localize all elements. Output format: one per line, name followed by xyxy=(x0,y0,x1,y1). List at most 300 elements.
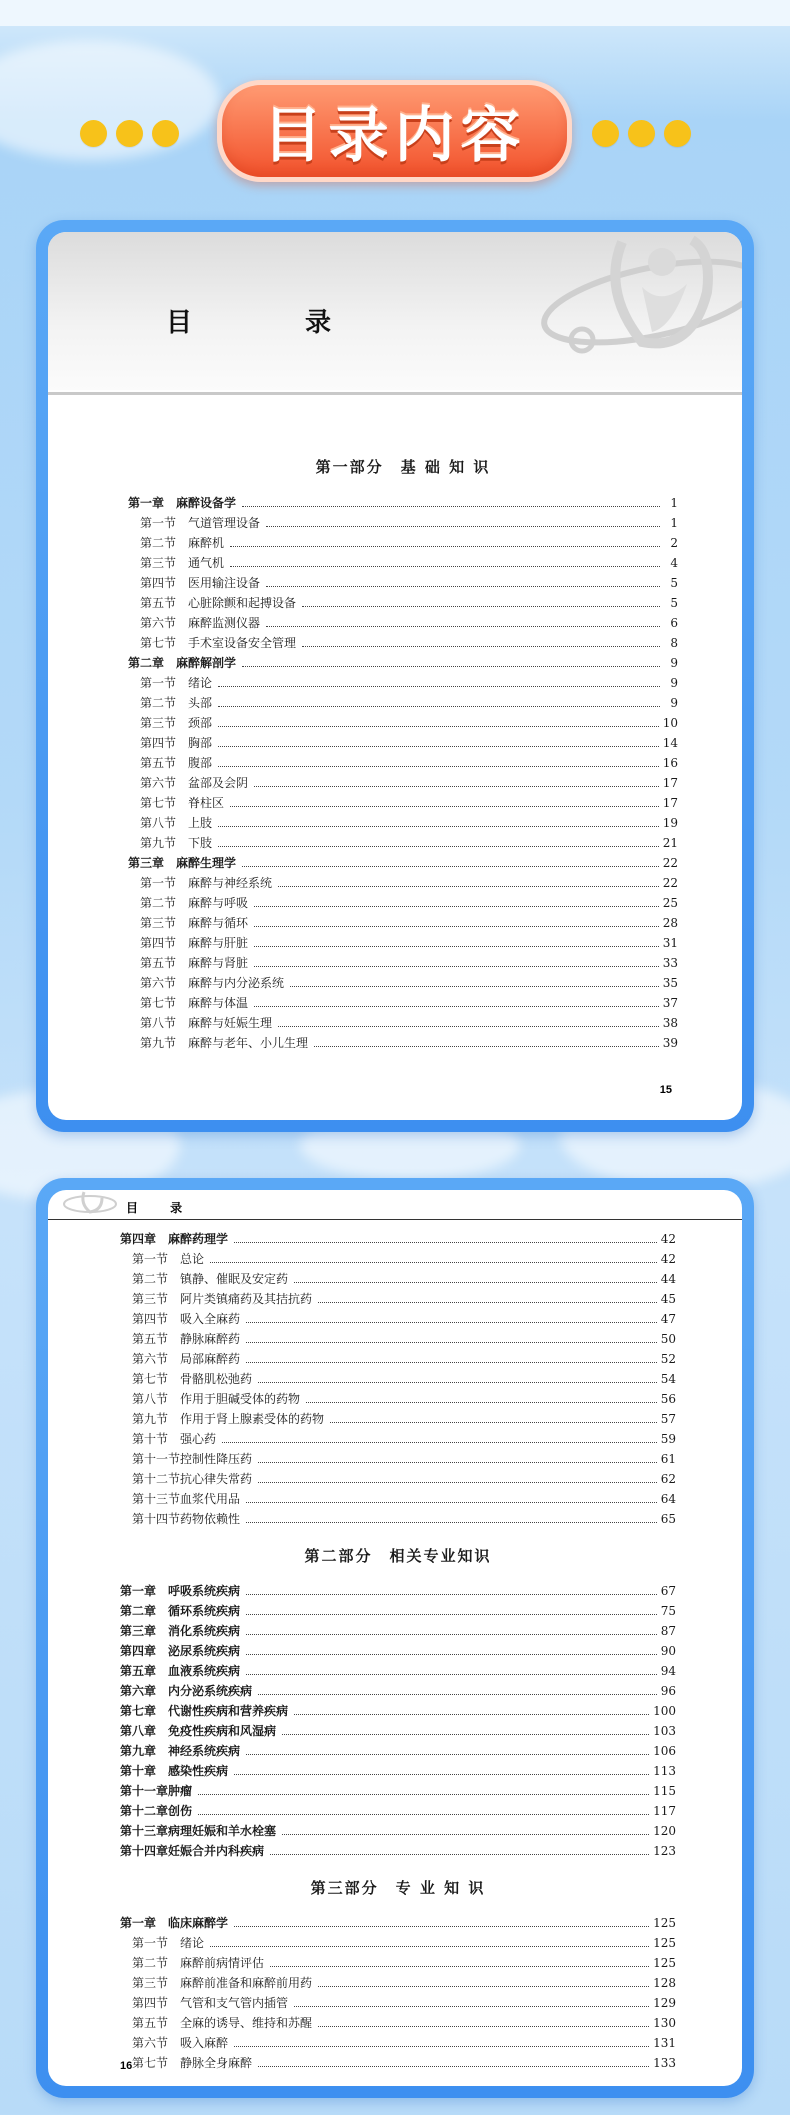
entry-title: 静脉麻醉药 xyxy=(180,1332,241,1346)
toc-section-entry xyxy=(128,814,678,834)
entry-title: 头部 xyxy=(188,696,213,710)
dot-leader xyxy=(198,1814,649,1815)
entry-title: 麻醉与肾脏 xyxy=(188,956,249,970)
entry-page-number: 75 xyxy=(660,1604,676,1618)
toc-section-entry xyxy=(128,874,678,894)
entry-number: 第五章 xyxy=(120,1664,157,1678)
page-15 xyxy=(48,232,742,1120)
dot-leader xyxy=(290,986,659,987)
page-number: 15 xyxy=(659,1084,672,1096)
entry-page-number: 1 xyxy=(670,516,678,530)
toc-chapter-entry xyxy=(120,1682,676,1702)
entry-number: 第十节 xyxy=(132,1432,169,1446)
entry-title: 麻醉设备学 xyxy=(176,496,237,510)
entry-title: 代谢性疾病和营养疾病 xyxy=(168,1704,289,1718)
entry-number: 第九章 xyxy=(120,1744,157,1758)
entry-page-number: 96 xyxy=(660,1684,676,1698)
entry-page-number: 22 xyxy=(662,876,678,890)
toc-section-entry xyxy=(120,1510,676,1530)
entry-page-number: 103 xyxy=(653,1724,676,1738)
entry-page-number: 128 xyxy=(653,1976,676,1990)
dot-leader xyxy=(210,1262,657,1263)
entry-number: 第二节 xyxy=(140,536,177,550)
entry-title: 呼吸系统疾病 xyxy=(168,1584,241,1598)
toc-section-entry xyxy=(128,974,678,994)
dot-leader xyxy=(242,666,660,667)
entry-page-number: 54 xyxy=(660,1372,676,1386)
entry-number: 第二章 xyxy=(120,1604,157,1618)
entry-title: 抗心律失常药 xyxy=(180,1472,253,1486)
part-one-title: 第一部分 基 础 知 识 xyxy=(315,458,491,476)
entry-title: 麻醉解剖学 xyxy=(176,656,237,670)
mini-logo-icon xyxy=(60,1190,120,1218)
dot-leader xyxy=(242,866,659,867)
dot-leader xyxy=(266,526,660,527)
entry-page-number: 94 xyxy=(660,1664,676,1678)
dot-leader xyxy=(234,2046,649,2047)
entry-number: 第十二章 xyxy=(120,1804,169,1818)
entry-page-number: 31 xyxy=(662,936,678,950)
entry-number: 第二节 xyxy=(140,896,177,910)
dot-leader xyxy=(318,1986,649,1987)
toc-section-entry xyxy=(120,1330,676,1350)
entry-page-number: 131 xyxy=(653,2036,676,2050)
entry-title: 麻醉与肝脏 xyxy=(188,936,249,950)
entry-page-number: 33 xyxy=(662,956,678,970)
running-header xyxy=(48,1190,742,1220)
entry-title: 盆部及会阴 xyxy=(188,776,249,790)
entry-page-number: 45 xyxy=(660,1292,676,1306)
entry-title: 局部麻醉药 xyxy=(180,1352,241,1366)
toc-section-entry xyxy=(120,1470,676,1490)
dot-leader xyxy=(222,1442,657,1443)
entry-number: 第六节 xyxy=(140,976,177,990)
entry-title: 麻醉机 xyxy=(188,536,225,550)
entry-page-number: 56 xyxy=(660,1392,676,1406)
toc-section-entry xyxy=(120,1390,676,1410)
dot-leader xyxy=(254,946,659,947)
entry-title: 免疫性疾病和风湿病 xyxy=(168,1724,277,1738)
toc-section-entry xyxy=(128,574,678,594)
toc-chapter-entry xyxy=(128,654,678,674)
toc-list xyxy=(120,1914,676,2074)
entry-page-number: 47 xyxy=(660,1312,676,1326)
toc-chapter-entry xyxy=(120,1914,676,1934)
page-title: 目录内容 xyxy=(262,101,527,171)
toc-section-entry xyxy=(128,794,678,814)
entry-page-number: 52 xyxy=(660,1352,676,1366)
dot-leader xyxy=(218,726,659,727)
dot-leader xyxy=(246,1674,657,1675)
medical-logo-icon xyxy=(502,232,742,390)
dot-leader xyxy=(246,1594,657,1595)
page-16-frame xyxy=(36,1178,754,2098)
entry-page-number: 57 xyxy=(660,1412,676,1426)
entry-number: 第四章 xyxy=(120,1232,157,1246)
entry-page-number: 67 xyxy=(660,1584,676,1598)
toc-section-entry xyxy=(120,2054,676,2074)
entry-title: 麻醉与体温 xyxy=(188,996,249,1010)
dot-leader xyxy=(218,846,659,847)
entry-page-number: 22 xyxy=(662,856,678,870)
entry-title: 麻醉与神经系统 xyxy=(188,876,273,890)
page-number: 16 xyxy=(120,2060,133,2072)
entry-page-number: 9 xyxy=(670,676,678,690)
entry-page-number: 133 xyxy=(653,2056,676,2070)
entry-title: 阿片类镇痛药及其拮抗药 xyxy=(180,1292,313,1306)
dot-leader xyxy=(258,1694,657,1695)
entry-title: 气管和支气管内插管 xyxy=(180,1996,289,2010)
entry-number: 第八节 xyxy=(140,1016,177,1030)
top-strip xyxy=(0,0,790,26)
entry-number: 第十三节 xyxy=(132,1492,181,1506)
dot-leader xyxy=(218,686,660,687)
entry-page-number: 16 xyxy=(662,756,678,770)
entry-number: 第九节 xyxy=(140,836,177,850)
entry-title: 气道管理设备 xyxy=(188,516,261,530)
entry-title: 内分泌系统疾病 xyxy=(168,1684,253,1698)
dot-leader xyxy=(306,1402,657,1403)
dot-leader xyxy=(302,646,660,647)
entry-number: 第六节 xyxy=(140,616,177,630)
entry-title: 麻醉与老年、小儿生理 xyxy=(188,1036,309,1050)
toc-section-entry xyxy=(128,834,678,854)
toc-page-16 xyxy=(120,1230,676,2074)
dot-leader xyxy=(242,506,660,507)
entry-number: 第七节 xyxy=(140,796,177,810)
dot xyxy=(116,120,143,147)
entry-number: 第二章 xyxy=(128,656,165,670)
entry-title: 病理妊娠和羊水栓塞 xyxy=(168,1824,277,1838)
entry-page-number: 115 xyxy=(653,1784,676,1798)
dot-leader xyxy=(270,1966,649,1967)
dot-leader xyxy=(254,906,659,907)
entry-number: 第一节 xyxy=(140,516,177,530)
toc-section-entry xyxy=(120,2034,676,2054)
entry-number: 第十二节 xyxy=(132,1472,181,1486)
toc-section-entry xyxy=(120,1934,676,1954)
entry-title: 腹部 xyxy=(188,756,213,770)
toc-chapter-entry xyxy=(120,1802,676,1822)
entry-number: 第六章 xyxy=(120,1684,157,1698)
dot-leader xyxy=(254,926,659,927)
dot-leader xyxy=(318,1302,657,1303)
toc-list xyxy=(128,494,678,1054)
dot-leader xyxy=(254,786,659,787)
dot-leader xyxy=(258,2066,649,2067)
entry-number: 第四节 xyxy=(132,1996,169,2010)
dot-leader xyxy=(278,886,659,887)
entry-title: 临床麻醉学 xyxy=(168,1916,229,1930)
entry-number: 第十章 xyxy=(120,1764,157,1778)
dot-leader xyxy=(258,1462,657,1463)
toc-chapter-entry xyxy=(120,1722,676,1742)
entry-title: 麻醉与内分泌系统 xyxy=(188,976,285,990)
entry-page-number: 123 xyxy=(653,1844,676,1858)
entry-number: 第九节 xyxy=(140,1036,177,1050)
dot-leader xyxy=(218,746,659,747)
entry-page-number: 125 xyxy=(653,1956,676,1970)
entry-title: 吸入麻醉 xyxy=(180,2036,229,2050)
left-dots-decoration xyxy=(80,120,179,147)
dot xyxy=(592,120,619,147)
entry-title: 通气机 xyxy=(188,556,225,570)
dot-leader xyxy=(230,546,660,547)
dot-leader xyxy=(258,1382,657,1383)
entry-page-number: 62 xyxy=(660,1472,676,1486)
entry-title: 全麻的诱导、维持和苏醒 xyxy=(180,2016,313,2030)
dot-leader xyxy=(234,1926,649,1927)
entry-title: 镇静、催眠及安定药 xyxy=(180,1272,289,1286)
entry-number: 第三章 xyxy=(128,856,165,870)
entry-page-number: 38 xyxy=(662,1016,678,1030)
entry-title: 麻醉监测仪器 xyxy=(188,616,261,630)
dot-leader xyxy=(294,1714,649,1715)
entry-number: 第十四节 xyxy=(132,1512,181,1526)
dot-leader xyxy=(246,1322,657,1323)
toc-section-entry xyxy=(128,1034,678,1054)
entry-page-number: 37 xyxy=(662,996,678,1010)
entry-title: 作用于胆碱受体的药物 xyxy=(180,1392,301,1406)
dot-leader xyxy=(270,1854,649,1855)
entry-number: 第四节 xyxy=(140,936,177,950)
toc-section-entry xyxy=(128,914,678,934)
entry-title: 药物依赖性 xyxy=(180,1512,241,1526)
entry-number: 第八节 xyxy=(140,816,177,830)
entry-page-number: 61 xyxy=(660,1452,676,1466)
entry-page-number: 130 xyxy=(653,2016,676,2030)
toc-section-entry xyxy=(120,1270,676,1290)
entry-title: 医用输注设备 xyxy=(188,576,261,590)
entry-number: 第四节 xyxy=(132,1312,169,1326)
title-banner xyxy=(217,80,572,182)
dot-leader xyxy=(258,1482,657,1483)
entry-title: 麻醉前病情评估 xyxy=(180,1956,265,1970)
entry-page-number: 8 xyxy=(670,636,678,650)
entry-title: 上肢 xyxy=(188,816,213,830)
toc-section-entry xyxy=(128,514,678,534)
dot-leader xyxy=(230,566,660,567)
entry-page-number: 10 xyxy=(662,716,678,730)
entry-title: 作用于肾上腺素受体的药物 xyxy=(180,1412,325,1426)
entry-title: 麻醉前准备和麻醉前用药 xyxy=(180,1976,313,1990)
toc-section-entry xyxy=(120,1994,676,2014)
dot-leader xyxy=(246,1634,657,1635)
dot-leader xyxy=(246,1754,649,1755)
entry-number: 第五节 xyxy=(140,956,177,970)
dot-leader xyxy=(294,1282,657,1283)
entry-title: 麻醉与呼吸 xyxy=(188,896,249,910)
entry-page-number: 17 xyxy=(662,776,678,790)
entry-title: 绪论 xyxy=(180,1936,205,1950)
entry-number: 第三节 xyxy=(132,1292,169,1306)
entry-title: 血浆代用品 xyxy=(180,1492,241,1506)
entry-number: 第十三章 xyxy=(120,1824,169,1838)
entry-number: 第二节 xyxy=(132,1272,169,1286)
entry-page-number: 59 xyxy=(660,1432,676,1446)
entry-number: 第七节 xyxy=(140,636,177,650)
dot xyxy=(80,120,107,147)
entry-title: 下肢 xyxy=(188,836,213,850)
dot-leader xyxy=(234,1242,657,1243)
dot xyxy=(628,120,655,147)
entry-title: 创伤 xyxy=(168,1804,193,1818)
toc-chapter-entry xyxy=(120,1742,676,1762)
entry-number: 第三节 xyxy=(140,916,177,930)
entry-title: 感染性疾病 xyxy=(168,1764,229,1778)
part-three-title: 第三部分 专 业 知 识 xyxy=(310,1879,486,1897)
entry-number: 第二节 xyxy=(132,1956,169,1970)
toc-section-entry xyxy=(120,1410,676,1430)
entry-page-number: 65 xyxy=(660,1512,676,1526)
toc-section-entry xyxy=(128,694,678,714)
entry-title: 泌尿系统疾病 xyxy=(168,1644,241,1658)
toc-chapter-entry xyxy=(120,1842,676,1862)
entry-title: 胸部 xyxy=(188,736,213,750)
entry-title: 手术室设备安全管理 xyxy=(188,636,297,650)
entry-page-number: 129 xyxy=(653,1996,676,2010)
dot-leader xyxy=(330,1422,657,1423)
entry-title: 心脏除颤和起搏设备 xyxy=(188,596,297,610)
toc-section-entry xyxy=(128,954,678,974)
dot-leader xyxy=(230,806,659,807)
entry-number: 第五节 xyxy=(140,756,177,770)
toc-section-entry xyxy=(120,1310,676,1330)
entry-page-number: 39 xyxy=(662,1036,678,1050)
header xyxy=(0,0,790,225)
dot xyxy=(664,120,691,147)
toc-chapter-entry xyxy=(128,854,678,874)
entry-number: 第六节 xyxy=(140,776,177,790)
dot-leader xyxy=(282,1834,649,1835)
toc-section-entry xyxy=(128,634,678,654)
entry-page-number: 6 xyxy=(670,616,678,630)
entry-title: 麻醉与循环 xyxy=(188,916,249,930)
entry-title: 绪论 xyxy=(188,676,213,690)
dot-leader xyxy=(314,1046,659,1047)
toc-chapter-entry xyxy=(120,1230,676,1250)
entry-page-number: 64 xyxy=(660,1492,676,1506)
toc-chapter-entry xyxy=(120,1762,676,1782)
dot-leader xyxy=(294,2006,649,2007)
toc-chapter-entry xyxy=(120,1582,676,1602)
entry-page-number: 9 xyxy=(670,656,678,670)
entry-page-number: 100 xyxy=(653,1704,676,1718)
entry-number: 第七节 xyxy=(132,1372,169,1386)
entry-page-number: 28 xyxy=(662,916,678,930)
dot-leader xyxy=(278,1026,659,1027)
entry-title: 消化系统疾病 xyxy=(168,1624,241,1638)
toc-section-entry xyxy=(128,614,678,634)
heading-rule xyxy=(48,392,742,395)
dot-leader xyxy=(282,1734,649,1735)
dot-leader xyxy=(246,1522,657,1523)
entry-number: 第一节 xyxy=(132,1936,169,1950)
entry-number: 第十四章 xyxy=(120,1844,169,1858)
dot-leader xyxy=(218,766,659,767)
entry-number: 第三节 xyxy=(140,556,177,570)
right-dots-decoration xyxy=(592,120,691,147)
toc-section-entry xyxy=(128,674,678,694)
entry-number: 第四节 xyxy=(140,736,177,750)
dot-leader xyxy=(210,1946,649,1947)
dot-leader xyxy=(266,626,660,627)
toc-section-entry xyxy=(128,554,678,574)
entry-page-number: 25 xyxy=(662,896,678,910)
entry-title: 肿瘤 xyxy=(168,1784,193,1798)
entry-title: 总论 xyxy=(180,1252,205,1266)
dot-leader xyxy=(246,1502,657,1503)
dot-leader xyxy=(218,706,660,707)
toc-section-entry xyxy=(120,1490,676,1510)
toc-section-entry xyxy=(120,1430,676,1450)
entry-number: 第五节 xyxy=(132,1332,169,1346)
dot-leader xyxy=(302,606,660,607)
toc-section-entry xyxy=(120,1370,676,1390)
entry-page-number: 35 xyxy=(662,976,678,990)
dot-leader xyxy=(246,1614,657,1615)
toc-section-entry xyxy=(120,1974,676,1994)
entry-title: 神经系统疾病 xyxy=(168,1744,241,1758)
entry-page-number: 9 xyxy=(670,696,678,710)
entry-title: 妊娠合并内科疾病 xyxy=(168,1844,265,1858)
toc-section-entry xyxy=(120,1250,676,1270)
toc-chapter-entry xyxy=(120,1662,676,1682)
toc-section-entry xyxy=(128,774,678,794)
entry-number: 第四章 xyxy=(120,1644,157,1658)
entry-number: 第七节 xyxy=(132,2056,169,2070)
entry-title: 吸入全麻药 xyxy=(180,1312,241,1326)
entry-number: 第七节 xyxy=(140,996,177,1010)
toc-section-entry xyxy=(128,534,678,554)
entry-number: 第五节 xyxy=(140,596,177,610)
dot-leader xyxy=(246,1362,657,1363)
entry-page-number: 2 xyxy=(670,536,678,550)
toc-chapter-entry xyxy=(120,1622,676,1642)
entry-number: 第七章 xyxy=(120,1704,157,1718)
toc-section-entry xyxy=(128,994,678,1014)
entry-page-number: 44 xyxy=(660,1272,676,1286)
dot xyxy=(152,120,179,147)
entry-title: 脊柱区 xyxy=(188,796,225,810)
entry-title: 麻醉药理学 xyxy=(168,1232,229,1246)
entry-number: 第一节 xyxy=(140,676,177,690)
entry-page-number: 5 xyxy=(670,596,678,610)
entry-page-number: 50 xyxy=(660,1332,676,1346)
toc-page-15 xyxy=(128,456,678,1054)
dot-leader xyxy=(246,1654,657,1655)
entry-title: 血液系统疾病 xyxy=(168,1664,241,1678)
entry-title: 骨骼肌松弛药 xyxy=(180,1372,253,1386)
dot-leader xyxy=(246,1342,657,1343)
dot-leader xyxy=(318,2026,649,2027)
entry-number: 第六节 xyxy=(132,1352,169,1366)
toc-section-entry xyxy=(128,734,678,754)
page-16 xyxy=(48,1190,742,2086)
entry-number: 第八节 xyxy=(132,1392,169,1406)
dot-leader xyxy=(198,1794,649,1795)
entry-number: 第八章 xyxy=(120,1724,157,1738)
toc-section-entry xyxy=(120,2014,676,2034)
entry-page-number: 87 xyxy=(660,1624,676,1638)
entry-page-number: 117 xyxy=(653,1804,676,1818)
entry-number: 第三节 xyxy=(140,716,177,730)
toc-section-entry xyxy=(120,1450,676,1470)
entry-title: 颈部 xyxy=(188,716,213,730)
entry-number: 第一章 xyxy=(120,1916,157,1930)
entry-page-number: 19 xyxy=(662,816,678,830)
entry-page-number: 42 xyxy=(660,1252,676,1266)
